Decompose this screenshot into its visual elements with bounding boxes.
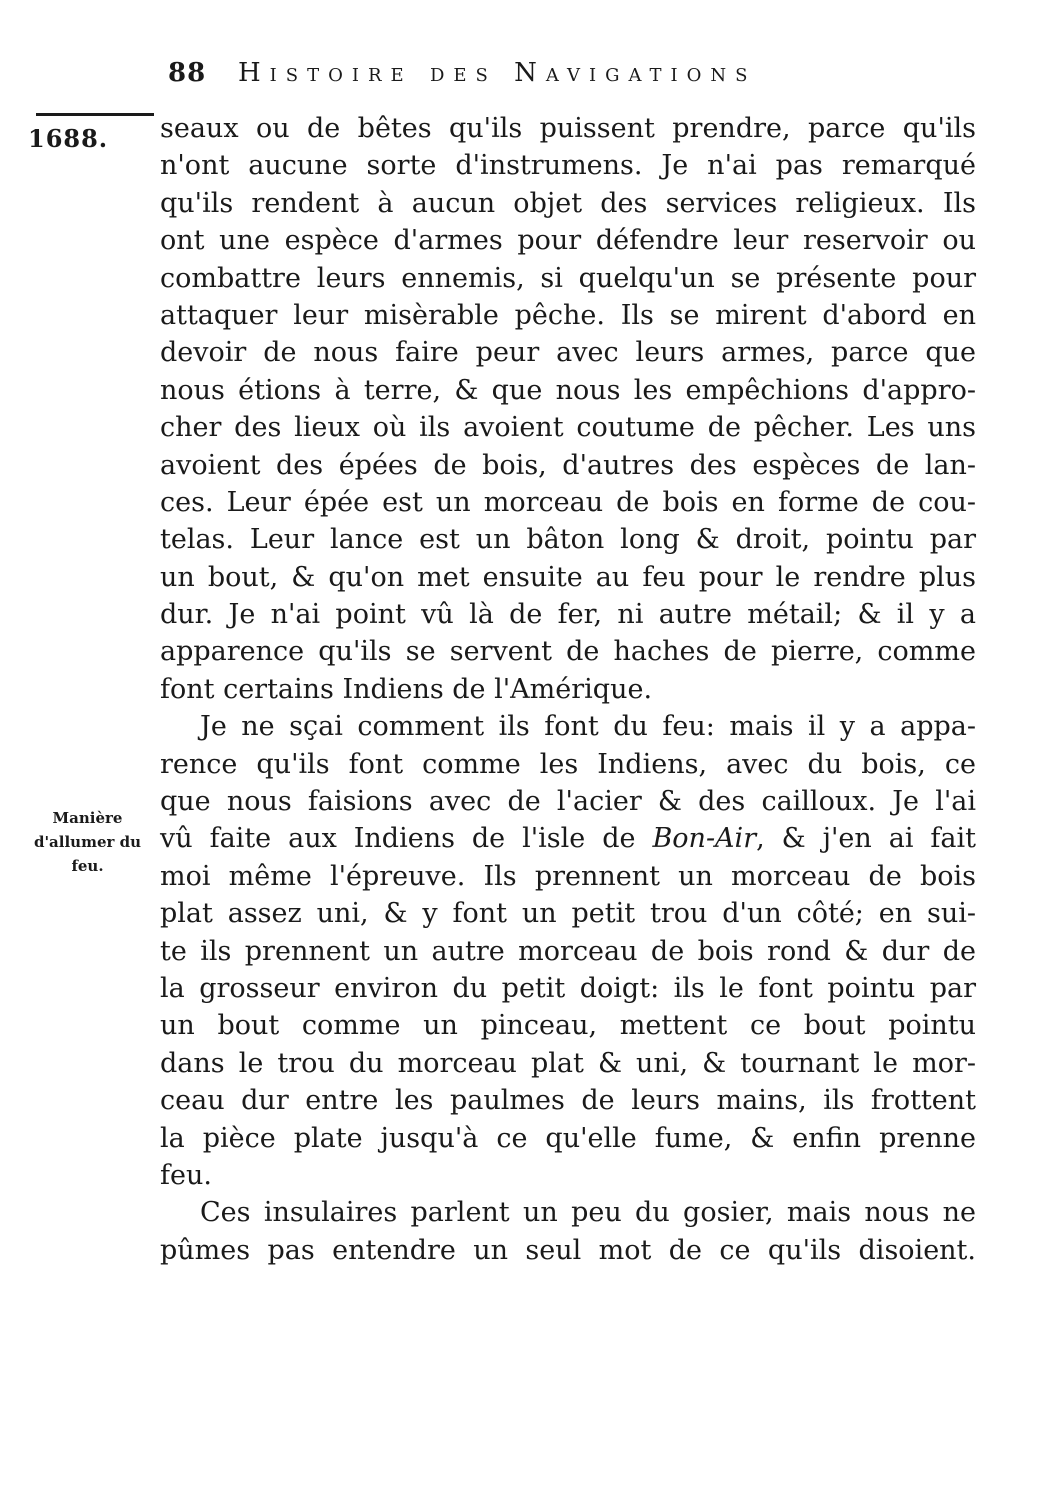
margin-note [20, 806, 155, 878]
text-line: attaquer leur misèrable pêche. Ils se mirent d'abord en [160, 299, 976, 331]
page-number: 88 [168, 58, 207, 88]
text-line: n'ont aucune sorte d'instrumens. Je n'ai pas remarqué [160, 150, 976, 182]
text-line-with-italic [160, 820, 976, 857]
text-line: font certains Indiens de l'Amérique. [160, 673, 653, 705]
text-line: avoient des épées de bois, d'autres des espèces de lan- [160, 449, 976, 481]
margin-rule [36, 113, 154, 116]
text-line: rence qu'ils font comme les Indiens, avec du bois, ce [160, 748, 976, 780]
text-line: la grosseur environ du petit doigt: ils le font pointu par [160, 972, 976, 1004]
text-line: feu. [160, 1159, 212, 1191]
running-header [168, 58, 968, 98]
text-line: apparence qu'ils se servent de haches de pierre, comme [160, 636, 976, 668]
margin-note-line: Manière [52, 809, 123, 827]
text-line: la pièce plate jusqu'à ce qu'elle fume, & enfin prenne [160, 1122, 976, 1154]
text-line: pûmes pas entendre un seul mot de ce qu'ils disoient. [160, 1234, 976, 1266]
text-line: devoir de nous faire peur avec leurs armes, parce que [160, 337, 976, 369]
text-line: ont une espèce d'armes pour défendre leur reservoir ou [160, 225, 976, 257]
text-line: telas. Leur lance est un bâton long & droit, pointu par [160, 524, 976, 556]
text-line: qu'ils rendent à aucun objet des services religieux. Ils [160, 187, 976, 219]
text-line: Je ne sçai comment ils font du feu: mais il y a appa- [200, 711, 976, 743]
text-line: plat assez uni, & y font un petit trou d'un côté; en sui- [160, 898, 976, 930]
margin-note-line: d'allumer du [33, 833, 142, 851]
running-title: Histoire des Navigations [238, 58, 757, 88]
text-line: nous étions à terre, & que nous les empêchions d'appro- [160, 374, 976, 406]
text-line: combattre leurs ennemis, si quelqu'un se présente pour [160, 262, 976, 294]
text-line: un bout, & qu'on met ensuite au feu pour le rendre plus [160, 561, 976, 593]
text-segment: , & j'en ai fait [756, 823, 976, 855]
text-line: ces. Leur épée est un morceau de bois en forme de cou- [160, 486, 976, 518]
text-line: dur. Je n'ai point vû là de fer, ni autre métail; & il y a [160, 599, 976, 631]
text-line: seaux ou de bêtes qu'ils puissent prendre, parce qu'ils [160, 113, 976, 144]
text-line: que nous faisions avec de l'acier & des cailloux. Je l'ai [160, 786, 976, 818]
text-line: te ils prennent un autre morceau de bois rond & dur de [160, 935, 976, 967]
text-line: un bout comme un pinceau, mettent ce bout pointu [160, 1010, 976, 1042]
text-line: dans le trou du morceau plat & uni, & tournant le mor- [160, 1047, 976, 1079]
text-line: cher des lieux où ils avoient coutume de pêcher. Les uns [160, 412, 976, 444]
margin-year: 1688. [28, 124, 109, 153]
body-text [160, 110, 976, 1269]
margin-note-line: feu. [71, 857, 104, 875]
text-line: ceau dur entre les paulmes de leurs mains, ils frottent [160, 1085, 976, 1117]
text-segment: vû faite aux Indiens de l'isle de [160, 823, 636, 855]
place-name-italic: Bon-Air [652, 823, 757, 855]
text-line: Ces insulaires parlent un peu du gosier, mais nous ne [200, 1197, 976, 1229]
text-line: moi même l'épreuve. Ils prennent un morceau de bois [160, 860, 976, 892]
